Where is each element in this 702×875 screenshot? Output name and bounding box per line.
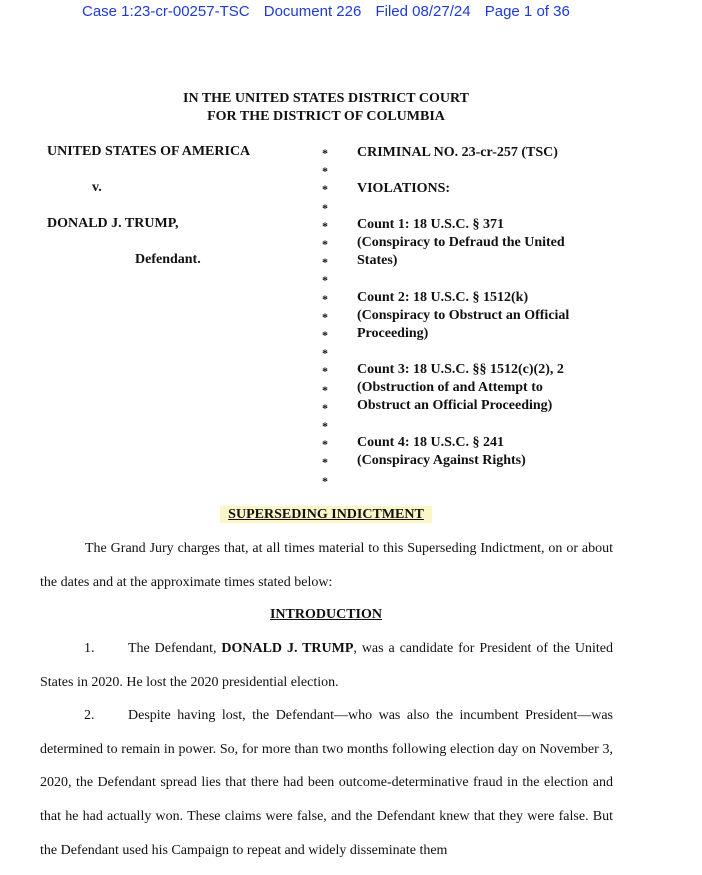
count-4 [357, 434, 526, 470]
filing-stamp [82, 3, 580, 20]
paragraph-1-number: 1. [84, 641, 95, 656]
count-1 [357, 216, 565, 270]
caption-star-divider [319, 144, 331, 490]
count-2 [357, 289, 569, 343]
star: * [322, 237, 328, 252]
star: * [322, 346, 328, 361]
count-2-desc-line-2: Proceeding) [357, 326, 429, 341]
count-1-statute: Count 1: 18 U.S.C. § 371 [357, 217, 505, 232]
paragraph-2-text: Despite having lost, the Defendant—who was also the incumbent President—was determined to remain in power. So, for more than two months following election day on November 3, 2020, the Defendant spread lies that there had been outcome-determinative fraud in the election and that he had actually won. These claims were false, and the Defendant knew that they were false. But the Defendant used his Campaign to repeat and widely disseminate them [40, 708, 613, 858]
star: * [322, 328, 328, 343]
court-line-2: FOR THE DISTRICT OF COLUMBIA [207, 109, 445, 124]
case-number: Case 1:23-cr-00257-TSC [82, 3, 250, 20]
document-title-wrap [0, 507, 652, 523]
count-4-desc-line-1: (Conspiracy Against Rights) [357, 453, 526, 468]
count-3-desc-line-2: Obstruct an Official Proceeding) [357, 398, 553, 413]
defendant-name: DONALD J. TRUMP, [47, 216, 179, 231]
star: * [322, 309, 328, 324]
paragraph-1-pre: The Defendant, [128, 641, 222, 656]
intro-paragraph [40, 532, 613, 599]
star: * [322, 255, 328, 270]
star: * [322, 382, 328, 397]
versus-label: v. [92, 180, 102, 195]
count-2-statute: Count 2: 18 U.S.C. § 1512(k) [357, 290, 529, 305]
count-3 [357, 361, 564, 415]
star: * [322, 218, 328, 233]
count-4-statute: Count 4: 18 U.S.C. § 241 [357, 435, 505, 450]
intro-text: The Grand Jury charges that, at all times material to this Superseding Indictment, on or about the dates and at the approximate times stated below: [40, 541, 613, 590]
star: * [322, 291, 328, 306]
paragraph-1 [40, 632, 613, 699]
criminal-number: CRIMINAL NO. 23-cr-257 (TSC) [357, 145, 558, 160]
star: * [322, 146, 328, 160]
count-1-desc-line-2: States) [357, 253, 398, 268]
court-line-1: IN THE UNITED STATES DISTRICT COURT [183, 91, 469, 106]
court-heading [0, 90, 652, 126]
count-2-desc-line-1: (Conspiracy to Obstruct an Official [357, 308, 570, 323]
violations-label: VIOLATIONS: [357, 181, 451, 196]
defendant-role: Defendant. [135, 252, 201, 267]
star: * [322, 400, 328, 415]
count-3-statute: Count 3: 18 U.S.C. §§ 1512(c)(2), 2 [357, 362, 564, 377]
paragraph-2 [40, 699, 613, 868]
star: * [322, 437, 328, 452]
star: * [322, 419, 328, 434]
document-title: SUPERSEDING INDICTMENT [220, 506, 432, 523]
paragraph-1-post: , was a candidate for President of the United States in 2020. He lost the 2020 presidential election. [40, 641, 614, 690]
paragraph-2-number: 2. [84, 708, 95, 723]
filed-date: Filed 08/27/24 [375, 3, 471, 20]
section-heading: INTRODUCTION [269, 607, 382, 622]
document-number: Document 226 [263, 3, 362, 20]
count-3-desc-line-1: (Obstruction of and Attempt to [357, 380, 543, 395]
defendant-name-bold: DONALD J. TRUMP [221, 641, 354, 656]
star: * [322, 182, 328, 197]
page-count: Page 1 of 36 [484, 3, 570, 20]
star: * [322, 473, 328, 488]
count-1-desc-line-1: (Conspiracy to Defraud the United [357, 235, 565, 250]
star: * [322, 455, 328, 470]
star: * [322, 200, 328, 215]
star: * [322, 164, 328, 179]
plaintiff-name: UNITED STATES OF AMERICA [47, 144, 251, 159]
star: * [322, 364, 328, 379]
star: * [322, 273, 328, 288]
